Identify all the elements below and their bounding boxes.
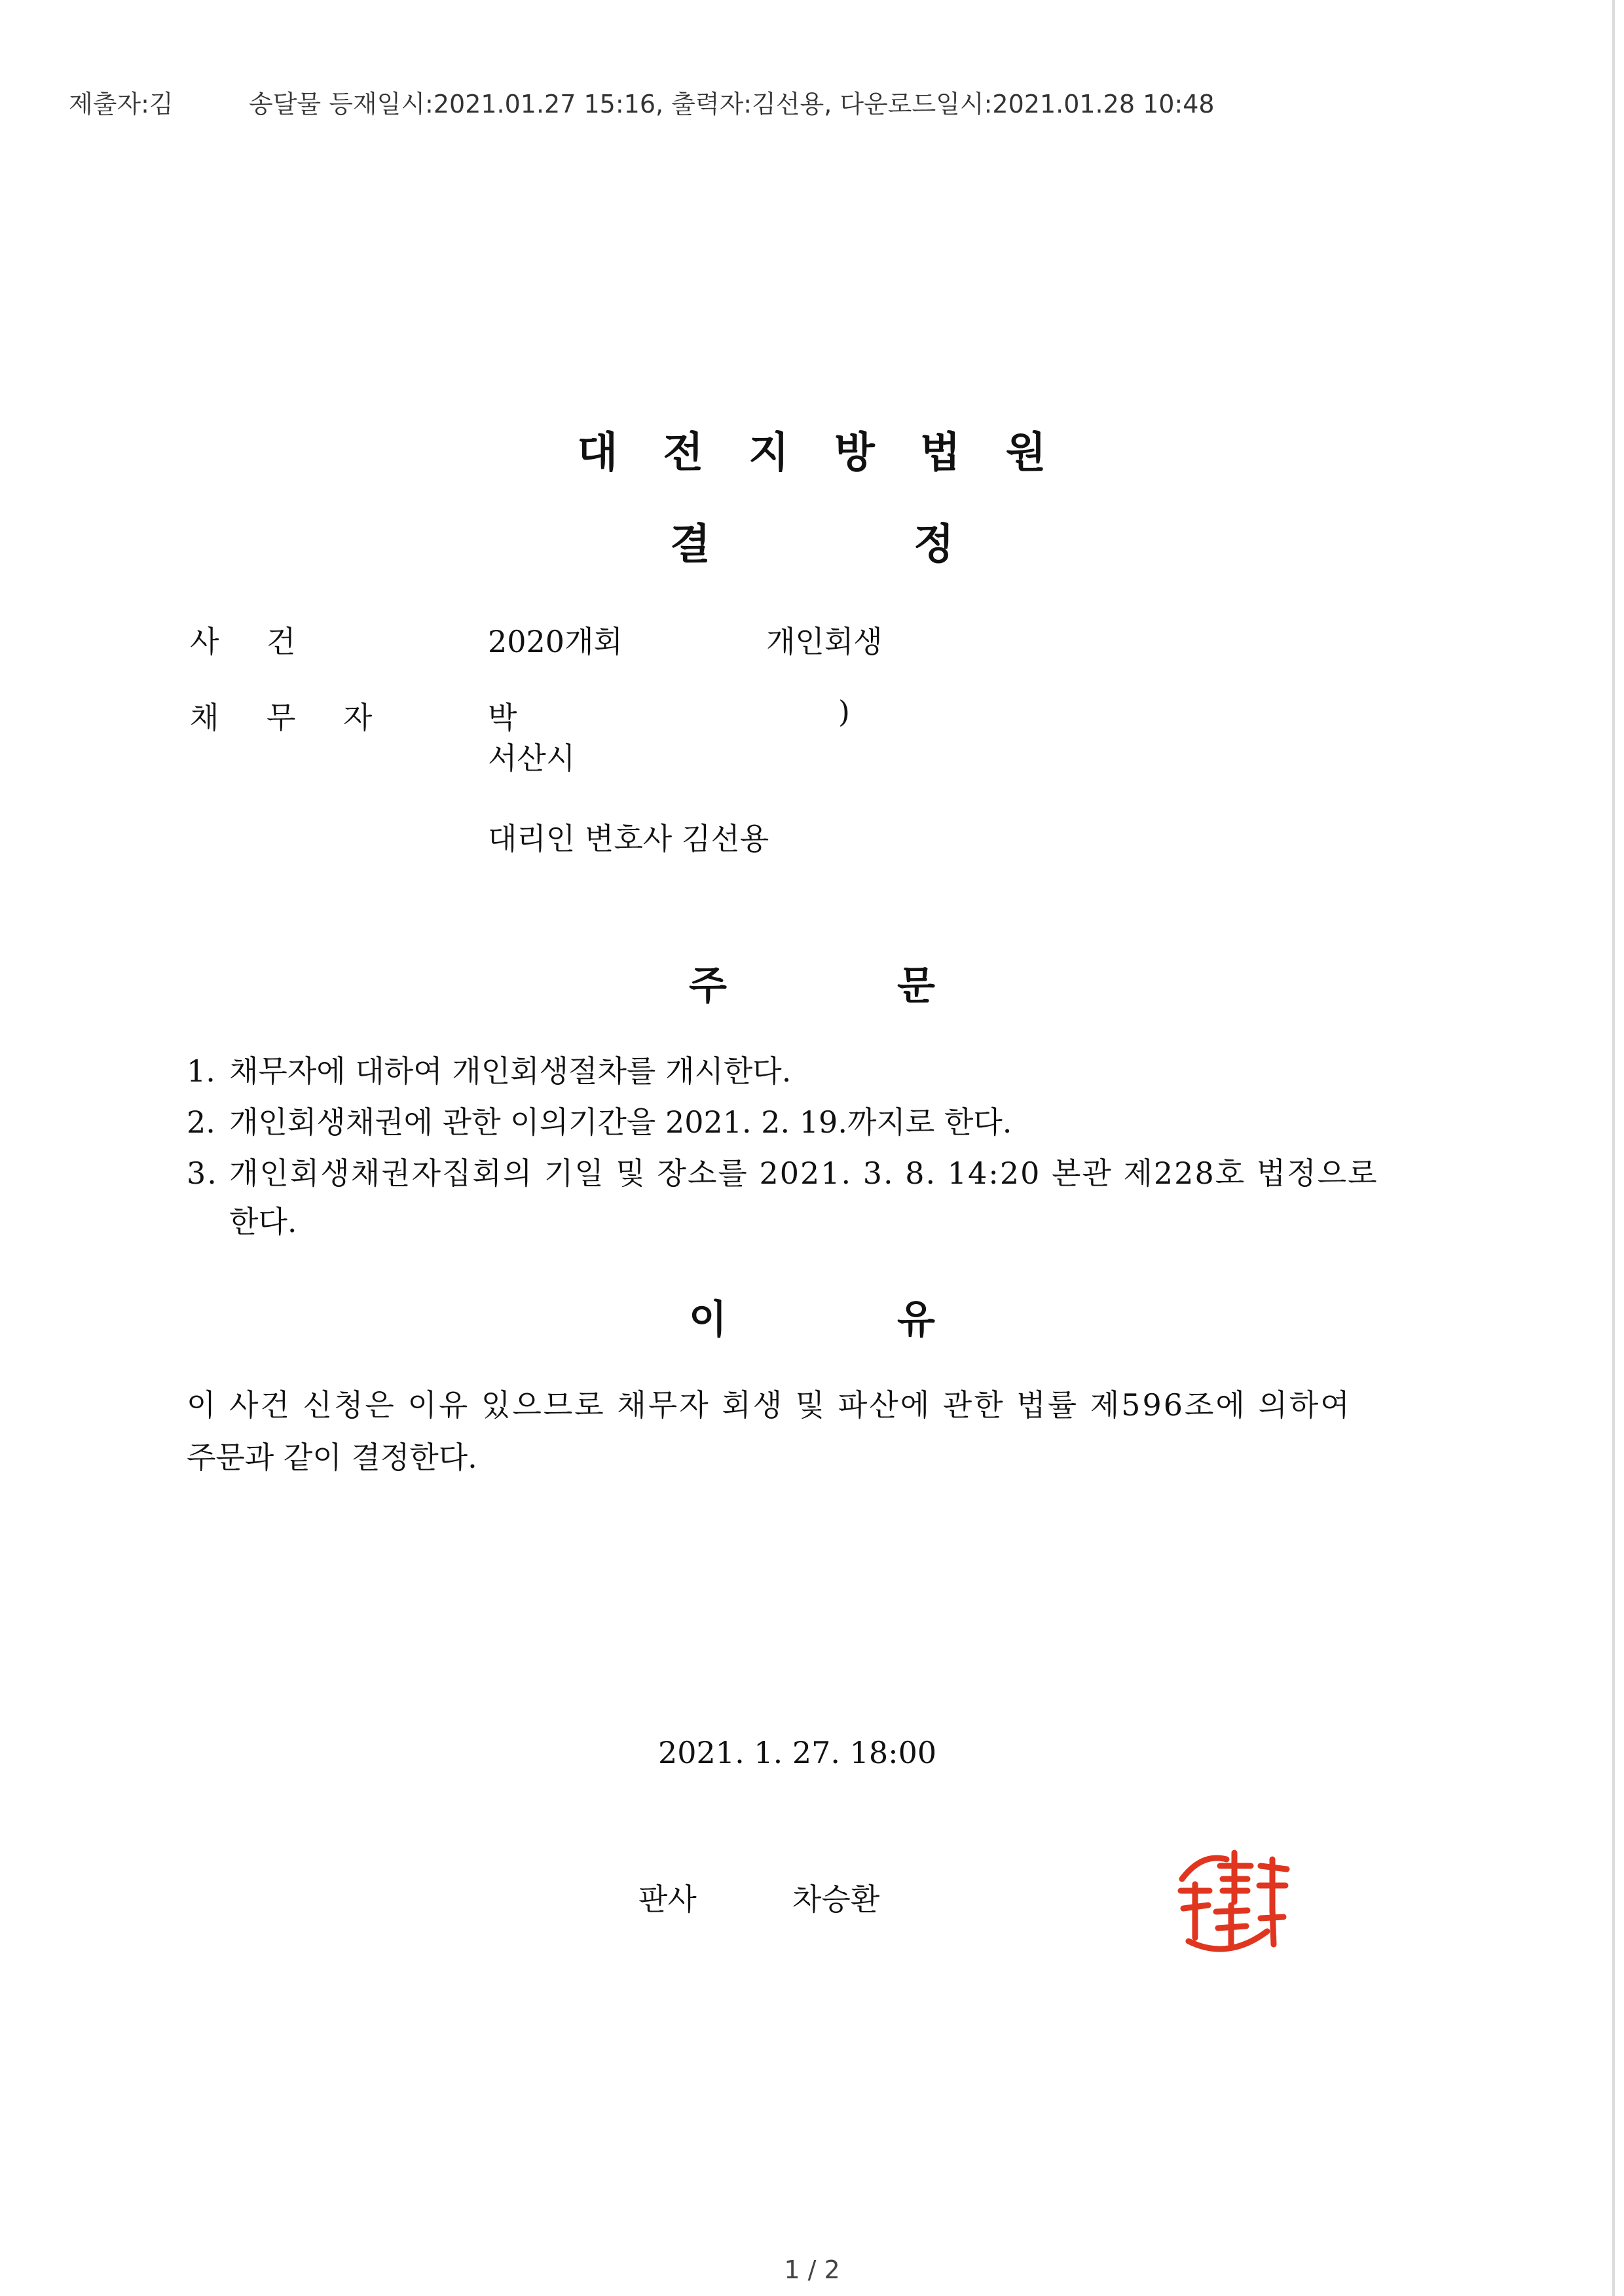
debtor-agent: 대리인 변호사 김선용 [488, 821, 769, 856]
subtitle-char: 정 [913, 520, 954, 569]
order-item-text: 개인회생채권자집회의 기일 및 장소를 2021. 3. 8. 14:20 본관 제228호 법정으로 [229, 1156, 1378, 1191]
title-char: 방 [834, 429, 876, 477]
case-number: 2020개회 [488, 624, 623, 659]
judge-title: 판사 [638, 1882, 697, 1917]
title-char: 지 [748, 429, 790, 477]
debtor-address: 서산시 [488, 740, 576, 776]
judge-name: 차승환 [792, 1882, 880, 1917]
order-item-3-continuation: 한다. [229, 1204, 297, 1239]
title-char: 원 [1005, 429, 1047, 477]
case-type: 개인회생 [766, 624, 883, 659]
debtor-label [190, 694, 420, 737]
page-number: 1 / 2 [784, 2255, 840, 2284]
title-char: 전 [663, 429, 705, 477]
heading-char: 유 [897, 1297, 935, 1343]
order-heading [0, 955, 1624, 1011]
label-char: 채 [190, 700, 219, 735]
heading-char: 문 [897, 963, 935, 1009]
order-item-number: 3. [187, 1156, 218, 1191]
title-char: 대 [577, 429, 619, 477]
order-item-3 [187, 1150, 1378, 1193]
title-char: 법 [919, 429, 961, 477]
label-char: 건 [267, 624, 296, 659]
reason-heading [0, 1288, 1624, 1345]
court-title [0, 419, 1624, 479]
decision-date: 2021. 1. 27. 18:00 [658, 1735, 937, 1770]
order-item-2 [187, 1099, 1012, 1142]
scan-edge-line [1612, 0, 1615, 2296]
label-char: 자 [343, 700, 373, 735]
reason-line-2: 주문과 같이 결정한다. [187, 1440, 477, 1475]
case-label [190, 618, 343, 661]
delivery-info-text: 송달물 등재일시:2021.01.27 15:16, 출력자:김선용, 다운로드일시:2021.01.28 10:48 [249, 90, 1215, 118]
order-item-text: 채무자에 대하여 개인회생절차를 개시한다. [229, 1053, 792, 1089]
reason-line-1: 이 사건 신청은 이유 있으므로 채무자 회생 및 파산에 관한 법률 제596조에 의하여 [187, 1387, 1352, 1423]
order-item-1 [187, 1048, 791, 1091]
document-type-title [0, 511, 1624, 571]
label-char: 사 [190, 624, 219, 659]
subtitle-char: 결 [670, 520, 710, 569]
debtor-paren: ) [838, 694, 850, 729]
order-item-number: 2. [187, 1104, 215, 1140]
submitter-text: 제출자:김 [69, 90, 174, 118]
order-item-number: 1. [187, 1053, 215, 1089]
heading-char: 주 [689, 963, 727, 1009]
judge-seal-stamp [1162, 1833, 1293, 1964]
label-char: 무 [267, 700, 296, 735]
order-item-text: 개인회생채권에 관한 이의기간을 2021. 2. 19.까지로 한다. [229, 1104, 1012, 1140]
debtor-name: 박 [488, 700, 517, 735]
heading-char: 이 [689, 1297, 727, 1343]
